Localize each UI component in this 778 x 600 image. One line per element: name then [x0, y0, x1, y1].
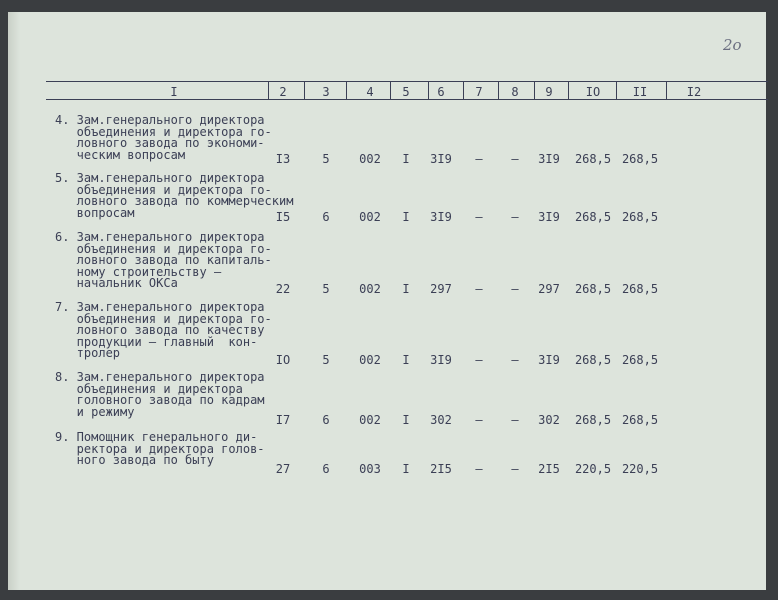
- cell-col-11: 220,5: [621, 462, 659, 476]
- cell-col-8: –: [511, 282, 519, 296]
- cell-col-5: I: [402, 353, 410, 367]
- column-header-4: 4: [366, 85, 374, 99]
- cell-col-8: –: [511, 413, 519, 427]
- cell-col-9: 297: [538, 282, 560, 296]
- cell-col-2: IO: [275, 353, 291, 367]
- cell-col-9: 2I5: [538, 462, 560, 476]
- cell-col-8: –: [511, 353, 519, 367]
- cell-col-2: 22: [275, 282, 291, 296]
- column-separator: [616, 82, 617, 99]
- cell-col-4: 002: [359, 152, 381, 166]
- cell-col-10: 220,5: [574, 462, 612, 476]
- cell-col-8: –: [511, 210, 519, 224]
- cell-col-2: I3: [275, 152, 291, 166]
- cell-col-6: 3I9: [430, 152, 452, 166]
- cell-col-4: 002: [359, 282, 381, 296]
- cell-col-10: 268,5: [574, 353, 612, 367]
- column-separator: [304, 82, 305, 99]
- cell-col-5: I: [402, 413, 410, 427]
- column-header-10: IO: [585, 85, 601, 99]
- column-header-6: 6: [437, 85, 445, 99]
- column-header-11: II: [632, 85, 648, 99]
- column-header-5: 5: [402, 85, 410, 99]
- cell-col-10: 268,5: [574, 152, 612, 166]
- cell-col-4: 003: [359, 462, 381, 476]
- cell-col-3: 5: [322, 353, 330, 367]
- cell-col-2: I5: [275, 210, 291, 224]
- column-separator: [534, 82, 535, 99]
- cell-col-9: 302: [538, 413, 560, 427]
- column-header-1: I: [170, 85, 178, 99]
- cell-col-5: I: [402, 282, 410, 296]
- header-bottom-rule: [46, 99, 768, 100]
- cell-col-5: I: [402, 210, 410, 224]
- cell-col-4: 002: [359, 210, 381, 224]
- column-separator: [463, 82, 464, 99]
- position-title: 6. Зам.генерального директора объединения и директора го- ловного завода по капиталь- ному строительству – начальник ОКСа: [55, 230, 272, 290]
- column-header-7: 7: [475, 85, 483, 99]
- cell-col-4: 002: [359, 353, 381, 367]
- header-top-rule: [46, 81, 768, 82]
- cell-col-9: 3I9: [538, 210, 560, 224]
- cell-col-6: 297: [430, 282, 452, 296]
- cell-col-7: –: [475, 413, 483, 427]
- column-separator: [428, 82, 429, 99]
- page-number: 2o: [723, 36, 742, 54]
- document-page: [8, 12, 766, 590]
- cell-col-3: 5: [322, 282, 330, 296]
- cell-col-7: –: [475, 282, 483, 296]
- cell-col-7: –: [475, 353, 483, 367]
- cell-col-7: –: [475, 210, 483, 224]
- column-separator: [346, 82, 347, 99]
- cell-col-2: I7: [275, 413, 291, 427]
- column-header-2: 2: [279, 85, 287, 99]
- cell-col-11: 268,5: [621, 152, 659, 166]
- column-separator: [390, 82, 391, 99]
- page-binding-edge: [8, 12, 20, 590]
- column-header-3: 3: [322, 85, 330, 99]
- cell-col-6: 3I9: [430, 210, 452, 224]
- column-header-12: I2: [686, 85, 702, 99]
- cell-col-9: 3I9: [538, 353, 560, 367]
- position-title: 4. Зам.генерального директора объединения и директора го- ловного завода по экономи- ческим вопросам: [55, 113, 272, 162]
- position-title: 9. Помощник генерального ди- ректора и директора голов- ного завода по быту: [55, 430, 265, 467]
- cell-col-3: 5: [322, 152, 330, 166]
- cell-col-6: 3I9: [430, 353, 452, 367]
- cell-col-6: 2I5: [430, 462, 452, 476]
- cell-col-8: –: [511, 462, 519, 476]
- position-title: 5. Зам.генерального директора объединения и директора го- ловного завода по коммерческим вопросам: [55, 171, 294, 220]
- position-title: 7. Зам.генерального директора объединения и директора го- ловного завода по качеству продукции – главный кон- тролер: [55, 300, 272, 360]
- cell-col-3: 6: [322, 210, 330, 224]
- column-header-8: 8: [511, 85, 519, 99]
- column-separator: [568, 82, 569, 99]
- cell-col-4: 002: [359, 413, 381, 427]
- column-separator: [666, 82, 667, 99]
- cell-col-5: I: [402, 462, 410, 476]
- cell-col-11: 268,5: [621, 353, 659, 367]
- cell-col-11: 268,5: [621, 210, 659, 224]
- cell-col-6: 302: [430, 413, 452, 427]
- cell-col-10: 268,5: [574, 413, 612, 427]
- cell-col-8: –: [511, 152, 519, 166]
- cell-col-10: 268,5: [574, 282, 612, 296]
- cell-col-5: I: [402, 152, 410, 166]
- cell-col-7: –: [475, 462, 483, 476]
- column-header-9: 9: [545, 85, 553, 99]
- position-title: 8. Зам.генерального директора объединения и директора головного завода по кадрам и режиму: [55, 370, 265, 419]
- cell-col-3: 6: [322, 413, 330, 427]
- column-separator: [268, 82, 269, 99]
- cell-col-7: –: [475, 152, 483, 166]
- cell-col-3: 6: [322, 462, 330, 476]
- cell-col-10: 268,5: [574, 210, 612, 224]
- cell-col-11: 268,5: [621, 282, 659, 296]
- column-separator: [498, 82, 499, 99]
- cell-col-2: 27: [275, 462, 291, 476]
- cell-col-11: 268,5: [621, 413, 659, 427]
- cell-col-9: 3I9: [538, 152, 560, 166]
